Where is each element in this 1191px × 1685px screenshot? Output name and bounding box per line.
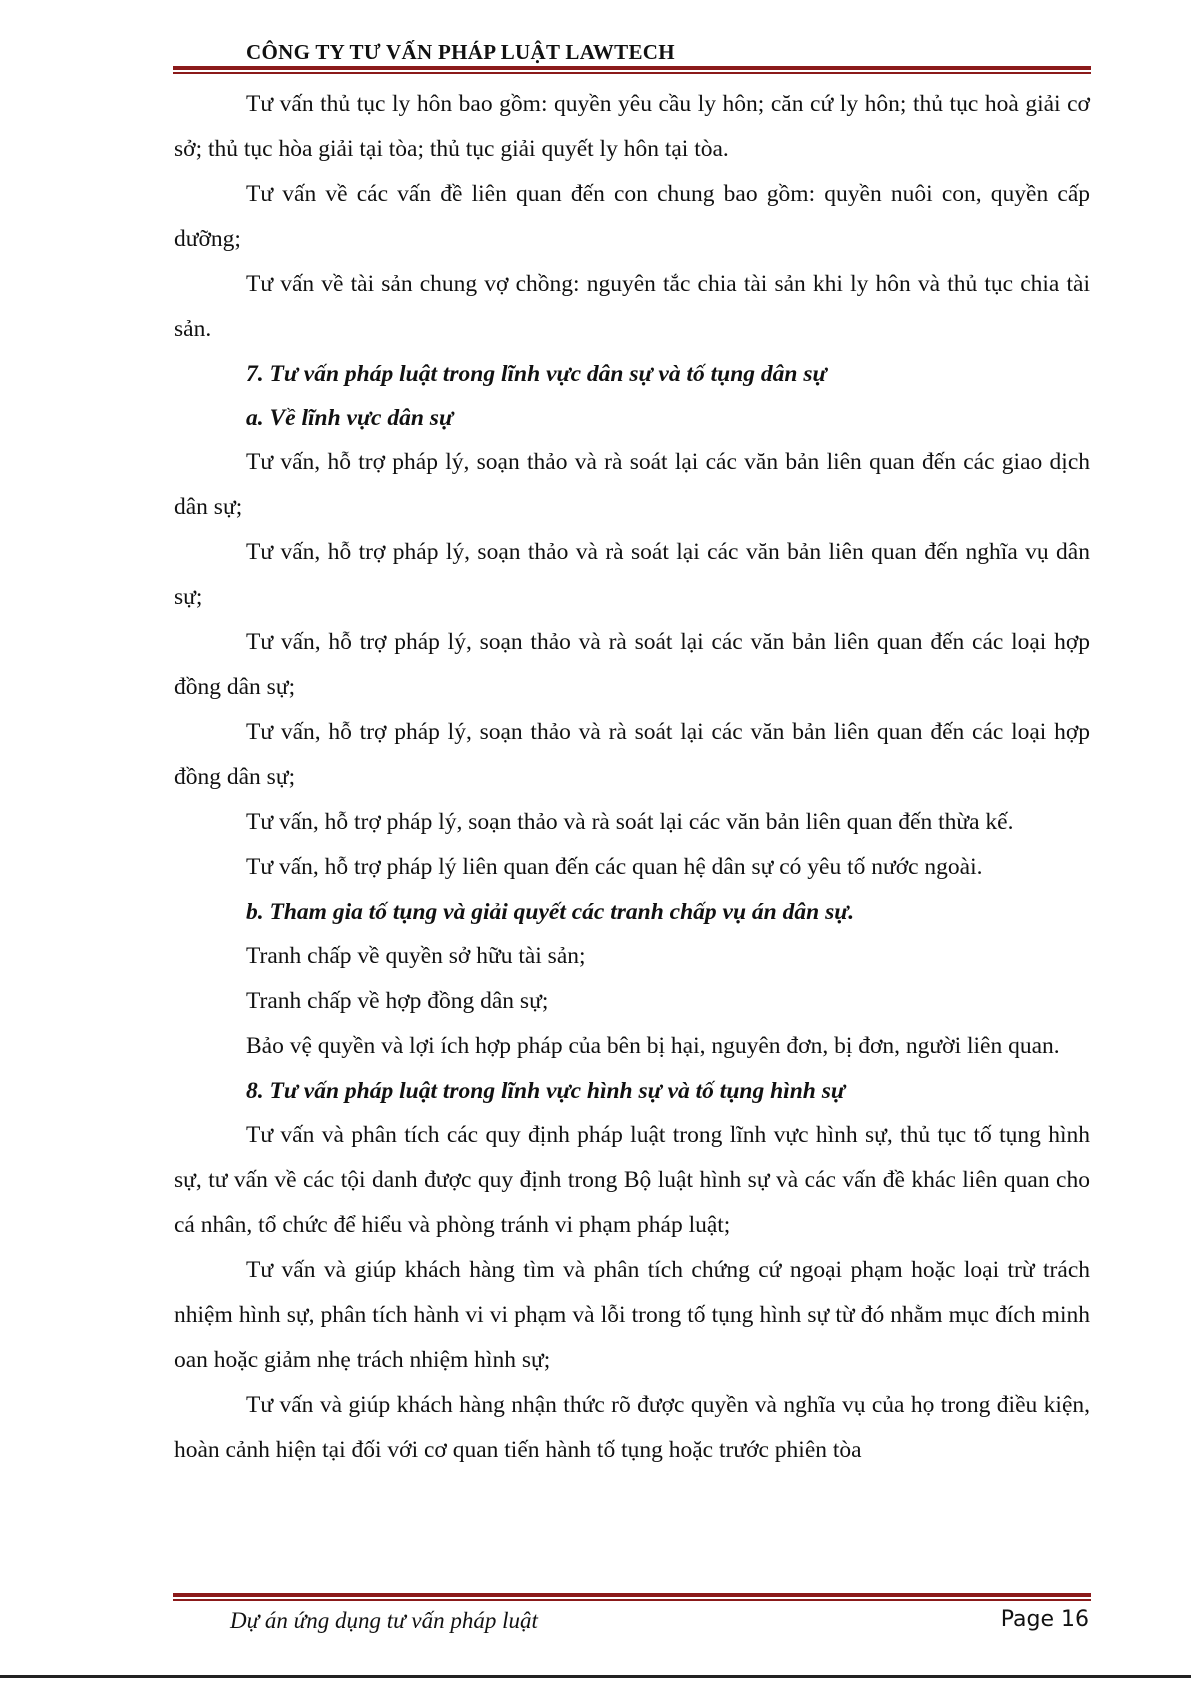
- header-company-name: CÔNG TY TƯ VẤN PHÁP LUẬT LAWTECH: [246, 40, 675, 64]
- paragraph-contract-disputes: Tranh chấp về hợp đồng dân sự;: [246, 988, 549, 1014]
- paragraph-protect-rights: Bảo vệ quyền và lợi ích hợp pháp của bên bị hại, nguyên đơn, bị đơn, người liên quan.: [246, 1033, 1060, 1059]
- paragraph-civil-obligations: Tư vấn, hỗ trợ pháp lý, soạn thảo và rà soát lại các văn bản liên quan đến nghĩa vụ dân sự;: [174, 539, 1090, 610]
- document-body: [174, 82, 1090, 1473]
- header-rule-thick: [173, 66, 1091, 70]
- paragraph-divorce-procedure: Tư vấn thủ tục ly hôn bao gồm: quyền yêu cầu ly hôn; căn cứ ly hôn; thủ tục hoà giải cơ sở; thủ tục hòa giải tại tòa; thủ tục giải quyết ly hôn tại tòa.: [174, 91, 1090, 162]
- page-number: Page 16: [1000, 1607, 1089, 1632]
- paragraph-property-disputes: Tranh chấp về quyền sở hữu tài sản;: [246, 943, 586, 969]
- paragraph-civil-contracts-1: Tư vấn, hỗ trợ pháp lý, soạn thảo và rà soát lại các văn bản liên quan đến các loại hợp đồng dân sự;: [174, 629, 1090, 700]
- paragraph-criminal-analysis: Tư vấn và phân tích các quy định pháp luật trong lĩnh vực hình sự, thủ tục tố tụng hình sự, tư vấn về các tội danh được quy định trong Bộ luật hình sự và các vấn đề khác liên quan cho cá nhân, tổ chức để hiểu và phòng tránh vi phạm pháp luật;: [174, 1122, 1090, 1238]
- heading-section-7b: b. Tham gia tố tụng và giải quyết các tranh chấp vụ án dân sự.: [246, 899, 855, 925]
- paragraph-rights-awareness: Tư vấn và giúp khách hàng nhận thức rõ được quyền và nghĩa vụ của họ trong điều kiện, hoàn cảnh hiện tại đối với cơ quan tiến hành tố tụng hoặc trước phiên tòa: [174, 1392, 1090, 1463]
- header-rule-thin: [173, 72, 1091, 74]
- paragraph-marital-property: Tư vấn về tài sản chung vợ chồng: nguyên tắc chia tài sản khi ly hôn và thủ tục chia tài sản.: [174, 271, 1090, 342]
- paragraph-civil-contracts-2: Tư vấn, hỗ trợ pháp lý, soạn thảo và rà soát lại các văn bản liên quan đến các loại hợp đồng dân sự;: [174, 719, 1090, 790]
- page-bottom-edge: [0, 1675, 1191, 1678]
- heading-section-8: 8. Tư vấn pháp luật trong lĩnh vực hình sự và tố tụng hình sự: [246, 1078, 845, 1104]
- footer-rule-thin: [173, 1599, 1091, 1601]
- heading-section-7a: a. Về lĩnh vực dân sự: [246, 405, 454, 431]
- paragraph-civil-transactions: Tư vấn, hỗ trợ pháp lý, soạn thảo và rà soát lại các văn bản liên quan đến các giao dịch dân sự;: [174, 449, 1090, 520]
- paragraph-inheritance: Tư vấn, hỗ trợ pháp lý, soạn thảo và rà soát lại các văn bản liên quan đến thừa kế.: [246, 809, 1014, 835]
- footer-rule-thick: [173, 1593, 1091, 1597]
- paragraph-children: Tư vấn về các vấn đề liên quan đến con chung bao gồm: quyền nuôi con, quyền cấp dưỡng;: [174, 181, 1090, 252]
- heading-section-7: 7. Tư vấn pháp luật trong lĩnh vực dân sự và tố tụng dân sự: [246, 361, 827, 387]
- footer-project-title: Dự án ứng dụng tư vấn pháp luật: [230, 1608, 538, 1633]
- paragraph-alibi-evidence: Tư vấn và giúp khách hàng tìm và phân tích chứng cứ ngoại phạm hoặc loại trừ trách nhiệm hình sự, phân tích hành vi vi phạm và lỗi trong tố tụng hình sự từ đó nhằm mục đích minh oan hoặc giảm nhẹ trách nhiệm hình sự;: [174, 1257, 1090, 1373]
- paragraph-foreign-element: Tư vấn, hỗ trợ pháp lý liên quan đến các quan hệ dân sự có yêu tố nước ngoài.: [246, 854, 983, 880]
